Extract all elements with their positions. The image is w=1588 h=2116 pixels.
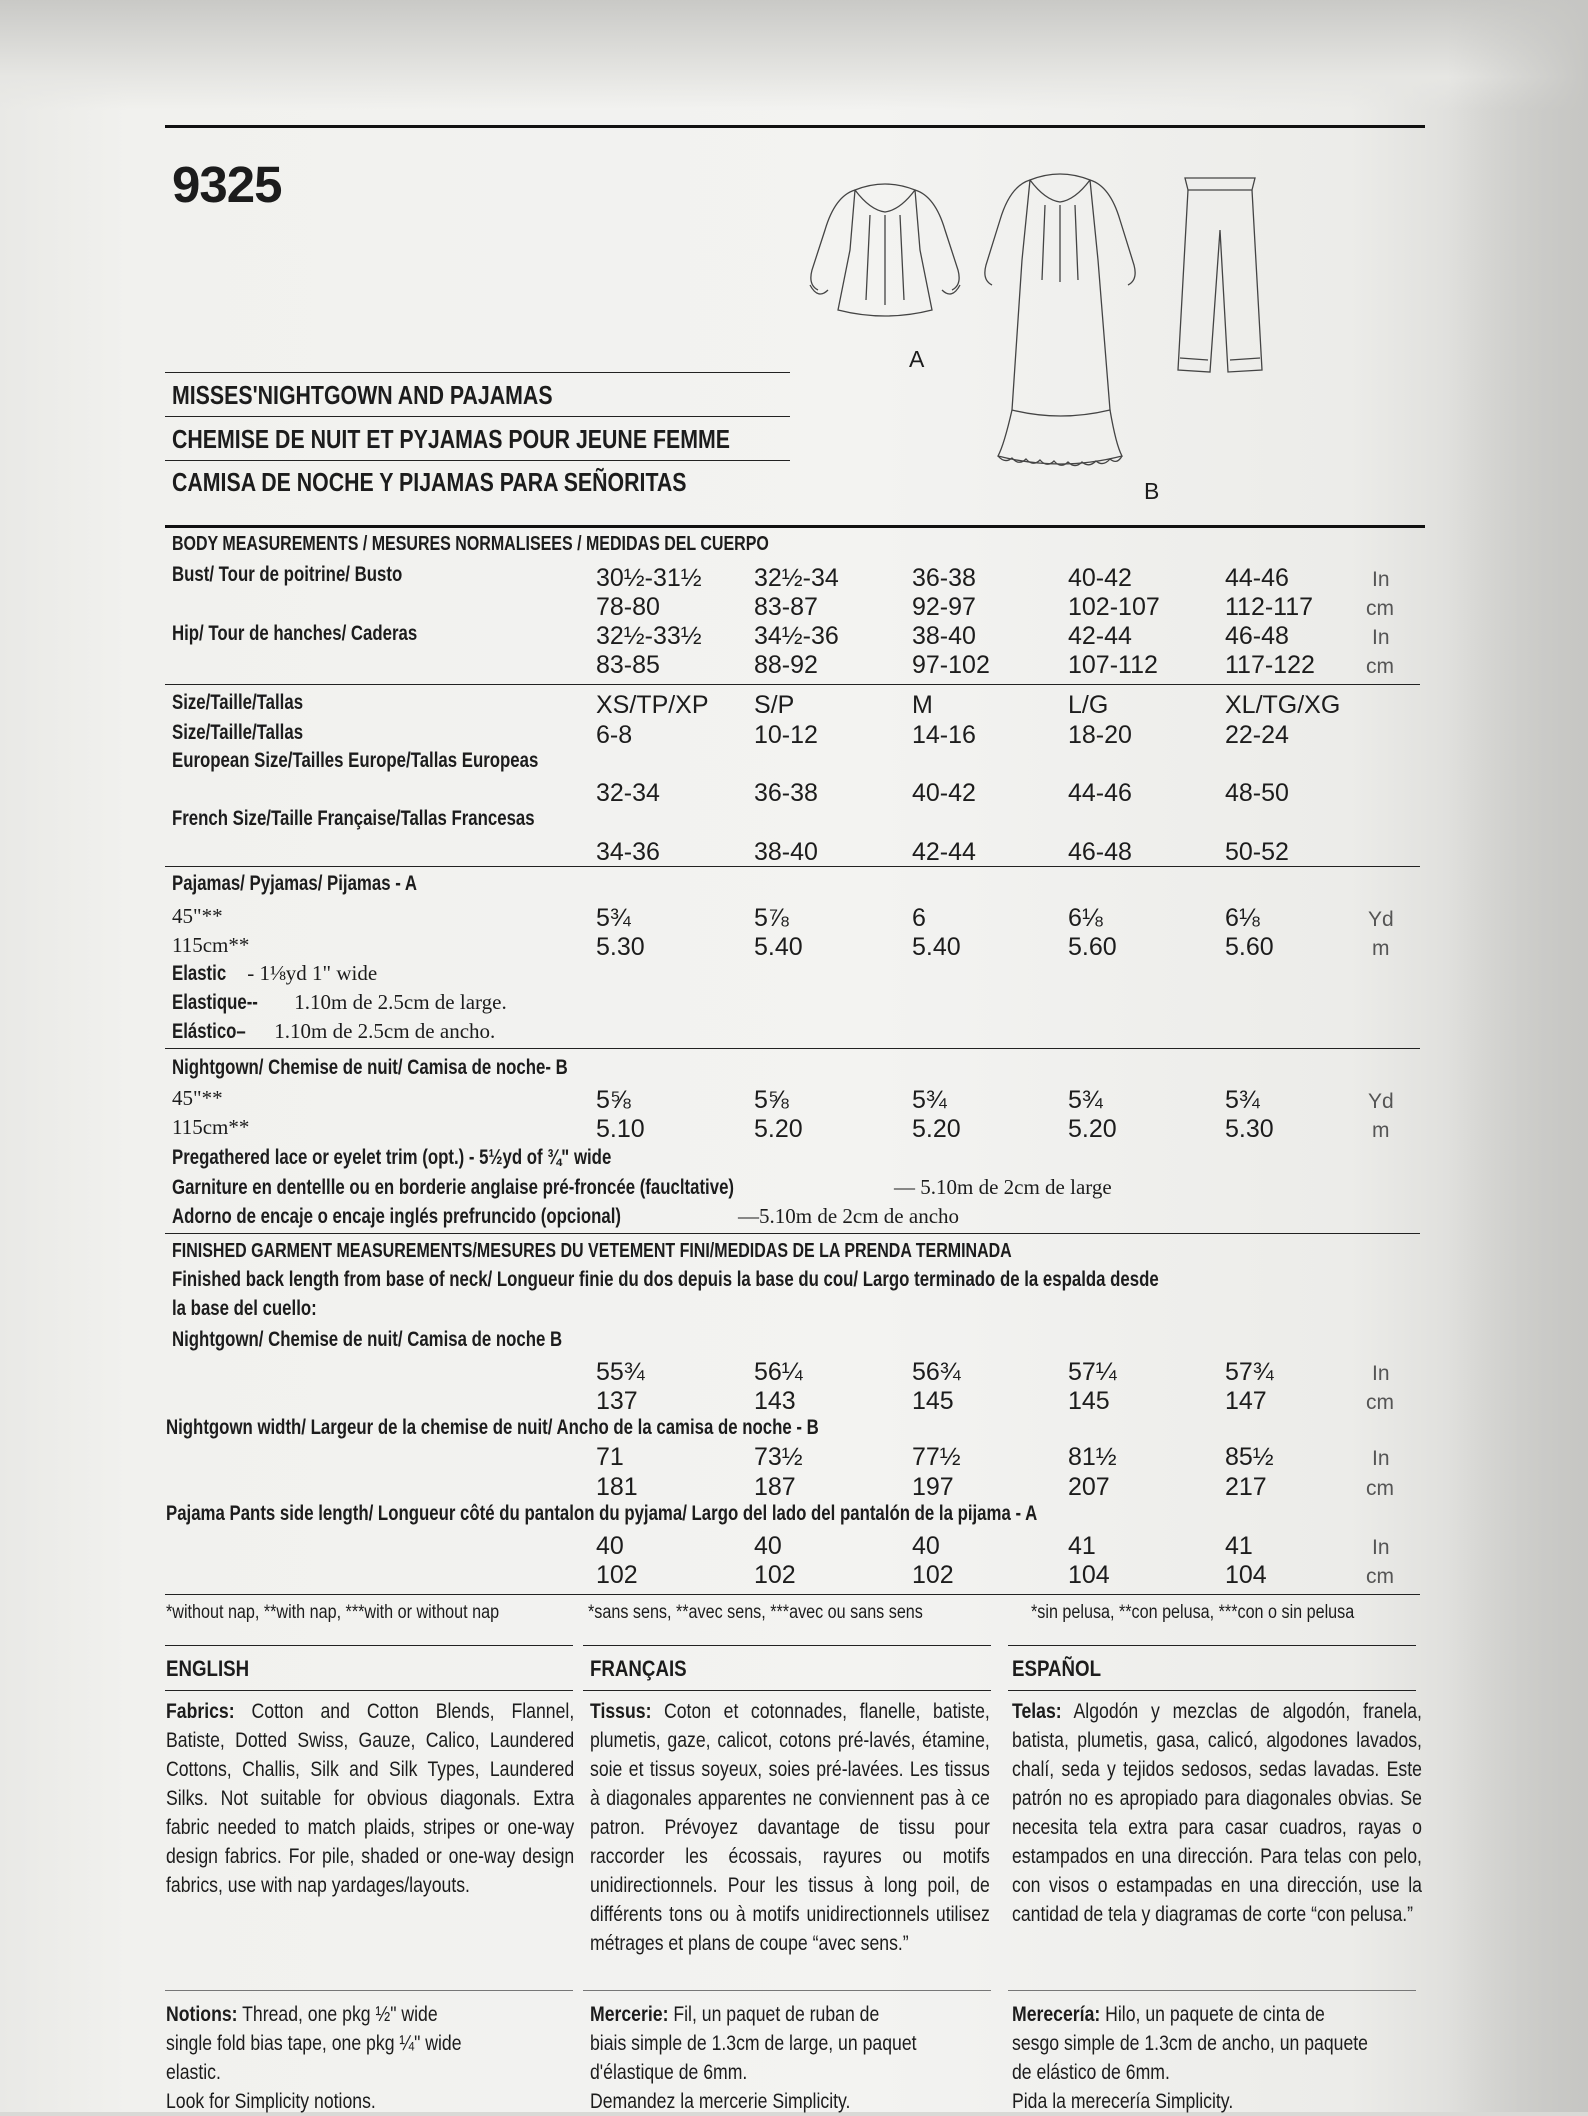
english-fabrics xyxy=(166,1697,574,1900)
width-in-xs: 71 xyxy=(596,1443,624,1471)
french-size-label: French Size/Taille Française/Tallas Francesas xyxy=(172,807,535,830)
gown-cm-xl: 147 xyxy=(1225,1387,1267,1415)
view-b-label: B xyxy=(1144,478,1160,504)
fabrics-text-es: Algodón y mezclas de algodón, franela, batista, plumetis, gasa, calicó, algodones lavados, chalí, seda y tejidos sedosos, sedas lavadas. Este patrón no es apropiado para diagonales obvias. Se necesita tela extra para casar cuadros, rayas o estampados en una dirección. Para telas con pelo, con visos o estampadas en una dirección, use la cantidad de tela y diagramas de corte “con pelusa.” xyxy=(1012,1700,1422,1926)
fr-size-xl: 50-52 xyxy=(1225,838,1289,866)
unit-in: In xyxy=(1372,1447,1390,1470)
elastic-en-label: Elastic xyxy=(172,962,227,985)
es-notions-rule xyxy=(1008,1990,1416,1991)
bust-in-m: 36-38 xyxy=(912,564,976,592)
lace-fr-text: — 5.10m de 2cm de large xyxy=(894,1175,1112,1199)
bust-cm-s: 83-87 xyxy=(754,593,818,621)
notions-label-fr: Mercerie: xyxy=(590,2003,669,2026)
gown-in-s: 56¼ xyxy=(754,1358,803,1386)
unit-in: In xyxy=(1372,1536,1390,1559)
unit-cm: cm xyxy=(1366,1565,1394,1588)
gown-in-xl: 57¾ xyxy=(1225,1358,1274,1386)
elastic-es xyxy=(172,1019,495,1044)
unit-cm: cm xyxy=(1366,1391,1394,1414)
right-shadow xyxy=(1448,0,1588,2112)
eu-size-s: 36-38 xyxy=(754,779,818,807)
fabrics-text-en: Cotton and Cotton Blends, Flannel, Batiste, Dotted Swiss, Gauze, Calico, Laundered Cottons, Challis, Silk and Silk Types, Laundered Silks. Not suitable for obvious diagonals. Extra fabric needed to match plaids, stripes or one-way design fabrics. For pile, shaded or one-way design fabrics, use with nap yardages/layouts. xyxy=(166,1700,575,1897)
nap-rule xyxy=(165,1594,1420,1595)
fabrics-text-fr: Coton et cotonnades, flanelle, batiste, plumetis, gaze, calicot, cotons pré-lavés, étamine, soie et tissus soyeux, soies pré-lavées. Les tissus à diagonales apparentes ne conviennent pas à ce patron. Prévoyez davantage de tissu pour raccorder les écossais, rayures ou motifs unidirectionnels. Pour les tissus à long poil, de différents tons ou à motifs unidirectionnels utilisez métrages et plans de coupe “avec sens.” xyxy=(590,1700,990,1955)
pants-cm-l: 104 xyxy=(1068,1561,1110,1589)
unit-in: In xyxy=(1372,568,1390,591)
hip-cm-m: 97-102 xyxy=(912,651,990,679)
top-shadow xyxy=(0,0,1588,110)
pattern-number: 9325 xyxy=(172,156,282,213)
pants-in-s: 40 xyxy=(754,1532,782,1560)
fabrics-label-es: Telas: xyxy=(1012,1700,1062,1723)
es-heading-rule xyxy=(1008,1690,1416,1691)
ng115-xl: 5.30 xyxy=(1225,1115,1274,1143)
notions-text-fr: Fil, un paquet de ruban de biais simple de 1.3cm de large, un paquet d'élastique de 6mm. xyxy=(590,2003,917,2084)
pants-length-label: Pajama Pants side length/ Longueur côté du pantalon du pyjama/ Largo del lado del pantalón de la pijama - A xyxy=(166,1502,1038,1525)
pj115-s: 5.40 xyxy=(754,933,803,961)
eu-size-xl: 48-50 xyxy=(1225,779,1289,807)
unit-m: m xyxy=(1372,1119,1390,1142)
hip-in-xs: 32½-33½ xyxy=(596,622,702,650)
unit-yd: Yd xyxy=(1368,908,1394,931)
hip-in-m: 38-40 xyxy=(912,622,976,650)
gown-cm-l: 145 xyxy=(1068,1387,1110,1415)
nightgown-label: Nightgown/ Chemise de nuit/ Camisa de noche- B xyxy=(172,1056,568,1079)
hip-in-xl: 46-48 xyxy=(1225,622,1289,650)
european-size-label: European Size/Tailles Europe/Tallas Europeas xyxy=(172,749,539,772)
unit-cm: cm xyxy=(1366,655,1394,678)
eu-size-l: 44-46 xyxy=(1068,779,1132,807)
notions-label-en: Notions: xyxy=(166,2003,238,2026)
hip-cm-s: 88-92 xyxy=(754,651,818,679)
unit-m: m xyxy=(1372,937,1390,960)
pj115-l: 5.60 xyxy=(1068,933,1117,961)
width-cm-xl: 217 xyxy=(1225,1473,1267,1501)
finished-heading: FINISHED GARMENT MEASUREMENTS/MESURES DU VETEMENT FINI/MEDIDAS DE LA PRENDA TERMINADA xyxy=(172,1240,1012,1262)
nap-note-fr: *sans sens, **avec sens, ***avec ou sans sens xyxy=(588,1602,923,1623)
pajamas-45-label: 45"** xyxy=(172,904,223,928)
ng115-xs: 5.10 xyxy=(596,1115,645,1143)
unit-in: In xyxy=(1372,626,1390,649)
hip-cm-xs: 83-85 xyxy=(596,651,660,679)
bust-cm-l: 102-107 xyxy=(1068,593,1160,621)
ng45-s: 5⅝ xyxy=(754,1086,789,1114)
notions-text-en: Thread, one pkg ½" wide single fold bias tape, one pkg ¼" wide elastic. xyxy=(166,2003,462,2084)
body-measurements-heading: BODY MEASUREMENTS / MESURES NORMALISEES / MEDIDAS DEL CUERPO xyxy=(172,533,769,555)
lace-fr-label: Garniture en dentellle ou en borderie anglaise pré-froncée (fauc​ltative) xyxy=(172,1176,735,1199)
back-length-label-2: la base del cuello: xyxy=(172,1297,317,1320)
pj45-xs: 5¾ xyxy=(596,904,631,932)
gown-cm-xs: 137 xyxy=(596,1387,638,1415)
nightgown-rule xyxy=(165,1048,1420,1049)
bust-in-s: 32½-34 xyxy=(754,564,839,592)
eu-size-m: 40-42 xyxy=(912,779,976,807)
size-num-xl: 22-24 xyxy=(1225,721,1289,749)
sizes-rule xyxy=(165,684,1420,685)
title-fr: CHEMISE DE NUIT ET PYJAMAS POUR JEUNE FEMME xyxy=(172,424,730,454)
unit-yd: Yd xyxy=(1368,1090,1394,1113)
width-in-s: 73½ xyxy=(754,1443,803,1471)
bust-cm-xs: 78-80 xyxy=(596,593,660,621)
pants-in-xs: 40 xyxy=(596,1532,624,1560)
gown-cm-s: 143 xyxy=(754,1387,796,1415)
lace-es-text: —5.10m de 2cm de ancho xyxy=(738,1204,960,1228)
ng115-l: 5.20 xyxy=(1068,1115,1117,1143)
notions-label-es: Merecería: xyxy=(1012,2003,1101,2026)
pj45-l: 6⅛ xyxy=(1068,904,1103,932)
nap-note-es: *sin pelusa, **con pelusa, ***con o sin pelusa xyxy=(1031,1602,1355,1623)
ng115-s: 5.20 xyxy=(754,1115,803,1143)
size-label-1: Size/Taille/Tallas xyxy=(172,691,304,714)
size-m: M xyxy=(912,691,933,719)
notions-more-en: Look for Simplicity notions. xyxy=(166,2090,376,2113)
french-notions xyxy=(590,2000,918,2116)
pants-in-xl: 41 xyxy=(1225,1532,1253,1560)
pj45-m: 6 xyxy=(912,904,926,932)
nap-note-en: *without nap, **with nap, ***with or without nap xyxy=(166,1602,500,1623)
lace-fr xyxy=(172,1175,1112,1200)
finished-rule xyxy=(165,1233,1420,1234)
gown-cm-m: 145 xyxy=(912,1387,954,1415)
french-fabrics xyxy=(590,1697,990,1958)
pj115-xs: 5.30 xyxy=(596,933,645,961)
elastic-es-label: Elástico– xyxy=(172,1020,246,1043)
elastic-en-text: - 1⅛yd 1" wide xyxy=(242,961,378,985)
pants-cm-xs: 102 xyxy=(596,1561,638,1589)
pants-cm-xl: 104 xyxy=(1225,1561,1267,1589)
back-length-label-1: Finished back length from base of neck/ Longueur finie du dos depuis la base du cou/ Largo terminado de la espalda desde xyxy=(172,1268,1159,1291)
view-a-label: A xyxy=(909,346,925,372)
ng45-xs: 5⅝ xyxy=(596,1086,631,1114)
fr-size-xs: 34-36 xyxy=(596,838,660,866)
fabrics-label-en: Fabrics: xyxy=(166,1700,235,1723)
unit-cm: cm xyxy=(1366,597,1394,620)
gown-in-l: 57¼ xyxy=(1068,1358,1117,1386)
width-in-l: 81½ xyxy=(1068,1443,1117,1471)
pj45-xl: 6⅛ xyxy=(1225,904,1260,932)
elastic-es-text: 1.10m de 2.5cm de ancho. xyxy=(269,1019,496,1043)
size-label-2: Size/Taille/Tallas xyxy=(172,721,304,744)
view-b-long-sketch xyxy=(985,174,1135,466)
notions-more-es: Pida la merecería Simplicity. xyxy=(1012,2090,1234,2113)
en-heading-rule xyxy=(165,1690,573,1691)
en-column-rule xyxy=(165,1645,573,1646)
pants-cm-s: 102 xyxy=(754,1561,796,1589)
title-es: CAMISA DE NOCHE Y PIJAMAS PARA SEÑORITAS xyxy=(172,467,687,497)
width-in-xl: 85½ xyxy=(1225,1443,1274,1471)
lace-en: Pregathered lace or eyelet trim (opt.) - 5½yd of ¾" wide xyxy=(172,1146,612,1169)
elastic-en xyxy=(172,961,377,986)
es-column-rule xyxy=(1008,1645,1416,1646)
bust-label: Bust/ Tour de poitrine/ Busto xyxy=(172,563,403,586)
fr-size-l: 46-48 xyxy=(1068,838,1132,866)
spanish-heading: ESPAÑOL xyxy=(1012,1656,1102,1681)
spanish-notions xyxy=(1012,2000,1373,2116)
width-cm-xs: 181 xyxy=(596,1473,638,1501)
hip-cm-l: 107-112 xyxy=(1068,651,1158,679)
width-cm-l: 207 xyxy=(1068,1473,1110,1501)
lace-es-label: Adorno de encaje o encaje inglés prefruncido (opcional) xyxy=(172,1205,622,1228)
elastic-fr-label: Elastique-- xyxy=(172,991,258,1014)
pj115-m: 5.40 xyxy=(912,933,961,961)
hip-cm-xl: 117-122 xyxy=(1225,651,1315,679)
gown-in-m: 56¾ xyxy=(912,1358,961,1386)
size-num-xs: 6-8 xyxy=(596,721,633,749)
ng115-m: 5.20 xyxy=(912,1115,961,1143)
size-xl: XL/TG/XG xyxy=(1225,691,1341,719)
size-s: S/P xyxy=(754,691,795,719)
width-cm-m: 197 xyxy=(912,1473,954,1501)
size-num-l: 18-20 xyxy=(1068,721,1132,749)
pajamas-115-label: 115cm** xyxy=(172,933,250,957)
notions-text-es: Hilo, un paquete de cinta de sesgo simple de 1.3cm de ancho, un paquete de elástico de 6mm. xyxy=(1012,2003,1368,2084)
bust-in-xs: 30½-31½ xyxy=(596,564,702,592)
english-heading: ENGLISH xyxy=(166,1656,250,1681)
ng45-xl: 5¾ xyxy=(1225,1086,1260,1114)
bust-cm-m: 92-97 xyxy=(912,593,976,621)
french-heading: FRANÇAIS xyxy=(590,1656,687,1681)
fr-notions-rule xyxy=(583,1990,991,1991)
en-notions-rule xyxy=(165,1990,573,1991)
spanish-fabrics xyxy=(1012,1697,1422,1929)
pants-sketch xyxy=(1178,178,1262,372)
fabrics-label-fr: Tissus: xyxy=(590,1700,652,1723)
width-label: Nightgown width/ Largeur de la chemise de nuit/ Ancho de la camisa de noche - B xyxy=(166,1416,819,1439)
nightgown-115-label: 115cm** xyxy=(172,1115,250,1139)
garment-sketches xyxy=(800,160,1340,500)
pj45-s: 5⅞ xyxy=(754,904,789,932)
size-num-m: 14-16 xyxy=(912,721,976,749)
top-rule xyxy=(165,125,1425,128)
unit-in: In xyxy=(1372,1362,1390,1385)
eu-size-xs: 32-34 xyxy=(596,779,660,807)
nightgown-45-label: 45"** xyxy=(172,1086,223,1110)
pants-cm-m: 102 xyxy=(912,1561,954,1589)
unit-cm: cm xyxy=(1366,1477,1394,1500)
width-in-m: 77½ xyxy=(912,1443,961,1471)
gown-in-xs: 55¾ xyxy=(596,1358,645,1386)
hip-in-s: 34½-36 xyxy=(754,622,839,650)
elastic-fr-text: 1.10m de 2.5cm de large. xyxy=(289,990,507,1014)
title-rule-2 xyxy=(165,416,790,417)
pants-in-l: 41 xyxy=(1068,1532,1096,1560)
english-notions xyxy=(166,2000,485,2116)
title-rule-3 xyxy=(165,460,790,461)
fr-heading-rule xyxy=(583,1690,991,1691)
size-xs: XS/TP/XP xyxy=(596,691,709,719)
ng45-m: 5¾ xyxy=(912,1086,947,1114)
pajamas-label: Pajamas/ Pyjamas/ Pijamas - A xyxy=(172,872,417,895)
body-rule xyxy=(165,525,1425,528)
size-num-s: 10-12 xyxy=(754,721,818,749)
title-en: MISSES'NIGHTGOWN AND PAJAMAS xyxy=(172,380,553,410)
bust-in-xl: 44-46 xyxy=(1225,564,1289,592)
bust-cm-xl: 112-117 xyxy=(1225,593,1314,621)
hip-in-l: 42-44 xyxy=(1068,622,1132,650)
fr-size-s: 38-40 xyxy=(754,838,818,866)
pants-in-m: 40 xyxy=(912,1532,940,1560)
pj115-xl: 5.60 xyxy=(1225,933,1274,961)
notions-more-fr: Demandez la mercerie Simplicity. xyxy=(590,2090,851,2113)
lace-es xyxy=(172,1204,959,1229)
gown-length-label: Nightgown/ Chemise de nuit/ Camisa de noche B xyxy=(172,1328,563,1351)
ng45-l: 5¾ xyxy=(1068,1086,1103,1114)
fr-column-rule xyxy=(583,1645,991,1646)
pajamas-rule xyxy=(165,866,1420,867)
fr-size-m: 42-44 xyxy=(912,838,976,866)
width-cm-s: 187 xyxy=(754,1473,796,1501)
hip-label: Hip/ Tour de hanches/ Caderas xyxy=(172,622,418,645)
title-rule-1 xyxy=(165,372,790,373)
size-l: L/G xyxy=(1068,691,1109,719)
elastic-fr xyxy=(172,990,507,1015)
view-a-top-sketch xyxy=(810,184,960,316)
bust-in-l: 40-42 xyxy=(1068,564,1132,592)
